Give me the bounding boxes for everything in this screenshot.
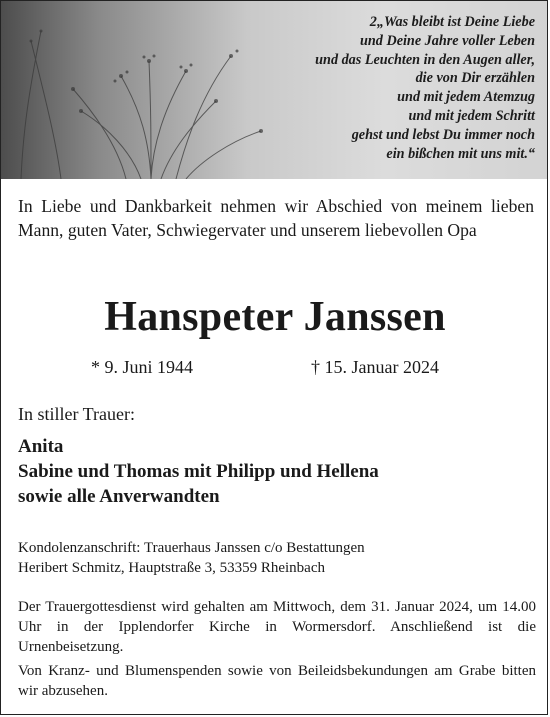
birth-date: * 9. Juni 1944 <box>91 357 194 377</box>
poem-line: und Deine Jahre voller Leben <box>360 32 535 49</box>
death-date: † 15. Januar 2024 <box>311 357 439 377</box>
mourning-label: In stiller Trauer: <box>18 404 135 424</box>
address-line: Heribert Schmitz, Hauptstraße 3, 53359 Rheinbach <box>18 560 326 576</box>
poem-line: und mit jedem Atemzug <box>397 89 535 106</box>
condolence-address <box>18 538 365 578</box>
mourner-entry: Sabine und Thomas mit Philipp und Hellena <box>18 461 379 482</box>
mourners-list <box>18 434 379 509</box>
poem-line: ein bißchen mit uns mit.“ <box>386 145 535 162</box>
deceased-name: Hanspeter Janssen <box>104 294 446 340</box>
poem-line: 2„Was bleibt ist Deine Liebe <box>369 14 535 30</box>
address-line: Kondolenzanschrift: Trauerhaus Janssen c/o Bestattungen <box>18 540 365 556</box>
header-photo-grass <box>1 1 548 179</box>
poem-line: die von Dir erzählen <box>415 70 535 87</box>
flowers-request-text: Von Kranz- und Blumenspenden sowie von Beileidsbekundungen am Grabe bitten wir abzusehen. <box>18 663 536 699</box>
poem-line: gehst und lebst Du immer noch <box>351 126 535 143</box>
mourner-entry: Anita <box>18 436 64 457</box>
funeral-service-text: Der Trauergottesdienst wird gehalten am Mittwoch, dem 31. Januar 2024, um 14.00 Uhr in der Ipplendorfer Kirche in Wormersdorf. Anschließend ist die Urnenbeisetzung. <box>18 599 536 655</box>
mourner-entry: sowie alle Anverwandten <box>18 486 220 507</box>
intro-text: In Liebe und Dankbarkeit nehmen wir Abschied von meinem lieben Mann, guten Vater, Schwiegervater und unserem liebevollen Opa <box>18 196 534 240</box>
poem-line: und mit jedem Schritt <box>408 107 535 124</box>
poem-line: und das Leuchten in den Augen aller, <box>315 51 535 68</box>
poem-quote <box>315 13 535 163</box>
